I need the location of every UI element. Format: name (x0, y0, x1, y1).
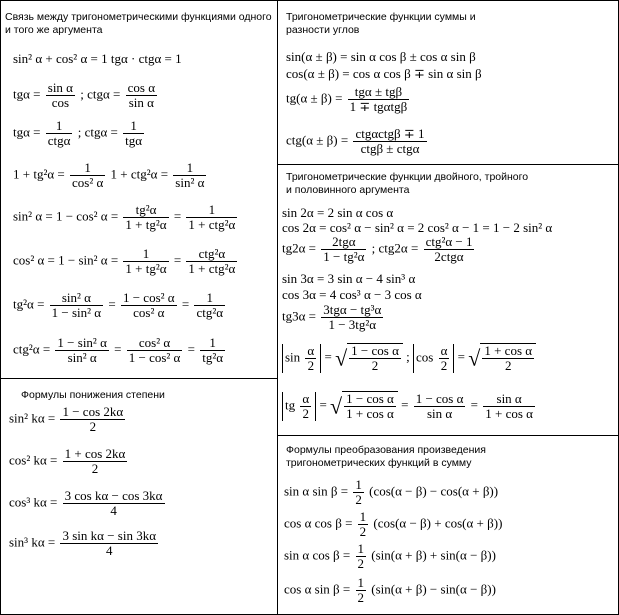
numerator: tgα ± tgβ (348, 85, 410, 100)
numerator: ctg²α (186, 247, 237, 262)
lhs: sin² kα = (9, 410, 56, 426)
formula (284, 478, 498, 507)
equals: = (324, 348, 332, 364)
numerator: 1 (186, 203, 237, 218)
lhs: sin α sin β = (284, 483, 349, 499)
formula (282, 303, 385, 332)
fraction (200, 336, 225, 365)
fraction (358, 510, 369, 539)
formula (282, 235, 476, 264)
denominator: 2 (357, 590, 365, 605)
fraction (186, 247, 237, 276)
formula (9, 447, 129, 476)
fraction (305, 344, 316, 373)
denominator: 4 (110, 503, 117, 518)
numerator: 1 + cos 2kα (64, 446, 126, 461)
denominator: cos² α (71, 175, 104, 190)
equals: = (470, 396, 479, 412)
separator: ; ctg2α = (371, 240, 419, 256)
lhs: tg²α = (13, 296, 45, 312)
section-product-to-sum (278, 436, 618, 614)
fraction (55, 336, 108, 365)
equals: = (401, 396, 409, 412)
formula (282, 391, 537, 421)
numerator: sin² α (50, 291, 103, 306)
lhs: 1 + tg²α = (13, 166, 65, 182)
fraction (483, 392, 535, 421)
denominator: 2 (307, 357, 315, 373)
equals: = (108, 296, 116, 312)
formula (13, 247, 239, 276)
numerator: α (302, 390, 310, 406)
denominator: ctgα (47, 133, 71, 148)
numerator: 1 (194, 291, 225, 306)
section-title: Формулы понижения степени (21, 389, 165, 401)
separator: ; ctgα = (80, 86, 121, 102)
formula (286, 85, 411, 114)
numerator: sin α (47, 80, 73, 95)
radical-icon: √ (468, 345, 481, 371)
rhs: (cos(α − β) − cos(α + β)) (369, 483, 499, 499)
numerator: 1 (355, 477, 362, 492)
formula (284, 542, 496, 571)
denominator: 2 (302, 405, 310, 421)
section-title: Формулы преобразования произведения тригонометрических функций в сумму (286, 444, 486, 469)
numerator: 1 (70, 161, 105, 176)
lhs: ctg²α = (13, 341, 51, 357)
fraction (60, 529, 158, 558)
fraction (356, 576, 367, 605)
numerator: ctg²α − 1 (425, 234, 473, 249)
denominator: 2 (355, 492, 362, 507)
fraction (173, 161, 206, 190)
section-multiple-angle (278, 165, 618, 435)
fraction (127, 336, 183, 365)
lhs: tg(α ± β) = (286, 90, 343, 106)
numerator: 1 − cos² α (122, 290, 175, 305)
formula: sin 3α = 3 sin α − 4 sin³ α (282, 271, 416, 286)
denominator: 1 + cos α (485, 405, 533, 421)
lhs: tgα = (13, 86, 41, 102)
radical-icon: √ (335, 345, 348, 371)
numerator: 1 (200, 336, 225, 351)
fraction (121, 291, 177, 320)
fraction (321, 235, 366, 264)
fraction (63, 489, 165, 518)
equals: = (187, 341, 195, 357)
numerator: 1 (46, 119, 73, 134)
fraction (348, 85, 410, 114)
numerator: sin α (483, 392, 535, 407)
denominator: 1 + ctg²α (188, 261, 236, 276)
formula (9, 489, 167, 518)
lhs: cos² α = 1 − sin² α = (13, 252, 119, 268)
separator: ; ctgα = (77, 124, 118, 140)
formula (286, 127, 429, 156)
formula (13, 203, 239, 232)
formula (13, 161, 208, 190)
fraction (356, 542, 367, 571)
lhs: tg3α = (282, 308, 317, 324)
rhs: (sin(α + β) − sin(α − β)) (371, 581, 496, 597)
numerator: 1 − cos α (351, 343, 399, 358)
fraction (414, 392, 466, 421)
numerator: α (440, 342, 448, 358)
fraction (60, 405, 125, 434)
fraction (482, 344, 534, 373)
numerator: 1 − sin² α (57, 335, 107, 350)
denominator: 2 (91, 461, 99, 476)
denominator: 2 (371, 358, 379, 373)
formula: cos(α ± β) = cos α cos β ∓ sin α sin β (286, 66, 482, 81)
function-name: cos (416, 348, 434, 364)
lhs: 1 + ctg²α = (110, 166, 169, 182)
numerator: 3 cos kα − cos 3kα (64, 488, 163, 503)
formula (282, 343, 536, 373)
lhs: tg2α = (282, 240, 317, 256)
denominator: 1 − cos² α (128, 350, 181, 365)
formula: cos 3α = 4 cos³ α − 3 cos α (282, 287, 422, 302)
denominator: 1 + tg²α (125, 261, 167, 276)
fraction (300, 392, 311, 421)
numerator: 2tgα (321, 235, 366, 250)
lhs: cos α cos β = (284, 515, 353, 531)
formula: cos 2α = cos² α − sin² α = 2 cos² α − 1 = 1 − 2 sin² α (282, 220, 553, 235)
fraction (353, 127, 426, 156)
lhs: cos α sin β = (284, 581, 351, 597)
rhs: (cos(α − β) + cos(α + β)) (373, 515, 503, 531)
lhs: cos³ kα = (9, 494, 58, 510)
equals: = (173, 252, 182, 268)
lhs: cos² kα = (9, 452, 58, 468)
formula (13, 119, 146, 148)
denominator: sin α (426, 405, 453, 421)
formula (284, 576, 496, 605)
numerator: cos α (127, 80, 156, 95)
square-root (468, 343, 536, 373)
numerator: 1 (359, 509, 367, 524)
numerator: 1 − cos α (415, 390, 464, 406)
fraction (46, 81, 75, 110)
denominator: 2 (357, 556, 365, 571)
separator: ; (406, 348, 410, 364)
lhs: tgα = (13, 124, 41, 140)
absolute-value (282, 344, 321, 373)
denominator: 1 − tg²α (323, 249, 365, 264)
fraction (50, 291, 103, 320)
lhs: sin α cos β = (284, 547, 351, 563)
fraction (353, 478, 364, 507)
numerator: 3tgα − tg³α (323, 302, 382, 317)
denominator: 2 (440, 357, 448, 373)
fraction (349, 344, 401, 373)
denominator: 1 + tg²α (125, 217, 167, 232)
denominator: sin² α (175, 175, 205, 190)
fraction (70, 161, 105, 190)
numerator: 1 (173, 161, 206, 176)
absolute-value (282, 392, 316, 421)
square-root (335, 343, 403, 373)
denominator: 2 (359, 524, 367, 539)
denominator: cos² α (133, 305, 165, 320)
denominator: ctg²α (196, 305, 224, 320)
fraction (424, 235, 475, 264)
numerator: 1 − cos 2kα (62, 404, 124, 419)
denominator: 1 + cos α (346, 406, 394, 421)
absolute-value (413, 344, 454, 373)
equals: = (173, 208, 182, 224)
numerator: α (307, 342, 315, 358)
equals: = (319, 396, 327, 412)
fraction (123, 119, 144, 148)
denominator: tg²α (202, 350, 224, 365)
numerator: ctgαctgβ ∓ 1 (355, 126, 425, 141)
function-name: tg (285, 396, 296, 412)
section-title: Тригонометрические функции двойного, тройного и половинного аргумента (286, 171, 529, 196)
formula (9, 405, 127, 434)
denominator: tgα (125, 133, 143, 148)
lhs: ctg(α ± β) = (286, 132, 349, 148)
numerator: 1 (123, 119, 144, 134)
formula (13, 81, 159, 110)
fraction (439, 344, 450, 373)
section-title: Связь между тригонометрическими функциями одного и того же аргумента (5, 11, 272, 36)
denominator: 1 − sin² α (51, 305, 102, 320)
denominator: 1 ∓ tgαtgβ (349, 99, 408, 114)
numerator: tg²α (123, 203, 168, 218)
fraction (186, 203, 237, 232)
formula: sin(α ± β) = sin α cos β ± cos α sin β (286, 49, 476, 64)
denominator: cos (51, 95, 70, 110)
fraction (123, 203, 168, 232)
fraction (63, 447, 128, 476)
radical-icon: √ (330, 393, 343, 419)
numerator: 1 − cos α (346, 391, 394, 406)
square-root (330, 391, 398, 421)
radicand (347, 343, 403, 373)
denominator: 4 (105, 543, 113, 558)
denominator: sin α (128, 95, 154, 110)
denominator: 2 (89, 419, 97, 434)
fraction (46, 119, 73, 148)
numerator: 1 + cos α (484, 343, 533, 358)
denominator: 2 (504, 358, 512, 373)
lhs: sin³ kα = (9, 534, 56, 550)
section-basic-identities (1, 1, 277, 378)
fraction (194, 291, 225, 320)
rhs: (sin(α + β) + sin(α − β)) (371, 547, 496, 563)
formula (284, 510, 502, 539)
numerator: 3 sin kα − sin 3kα (62, 528, 157, 543)
formula (13, 291, 227, 320)
formula (9, 529, 160, 558)
numerator: 1 (123, 247, 168, 262)
numerator: 1 (357, 575, 365, 590)
denominator: 2ctgα (434, 249, 464, 264)
numerator: 1 (357, 541, 365, 556)
section-sum-difference (278, 1, 618, 164)
section-title: Тригонометрические функции суммы и разности углов (286, 11, 476, 36)
fraction (344, 392, 396, 421)
denominator: ctgβ ± ctgα (360, 141, 420, 156)
radicand (480, 343, 536, 373)
formula (13, 336, 227, 365)
denominator: 1 + ctg²α (188, 217, 236, 232)
numerator: cos² α (127, 336, 183, 351)
radicand (342, 391, 398, 421)
equals: = (181, 296, 190, 312)
formula: sin 2α = 2 sin α cos α (282, 205, 394, 220)
denominator: 1 − 3tg²α (328, 317, 377, 332)
equals: = (114, 341, 122, 357)
equals: = (457, 348, 466, 364)
fraction (126, 81, 157, 110)
fraction (321, 303, 383, 332)
fraction (123, 247, 168, 276)
section-power-reduction (1, 379, 277, 614)
formula: sin² α + cos² α = 1 tgα · ctgα = 1 (13, 51, 182, 66)
lhs: sin² α = 1 − cos² α = (13, 208, 119, 224)
denominator: sin² α (67, 350, 97, 365)
function-name: sin (285, 348, 301, 364)
